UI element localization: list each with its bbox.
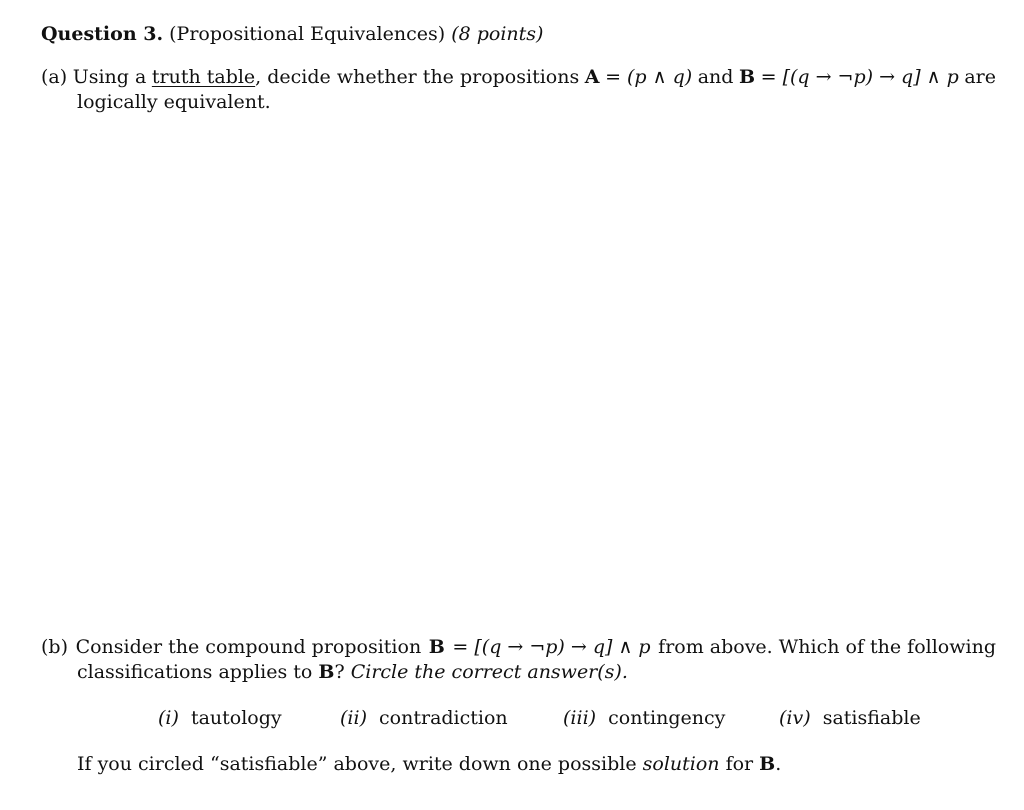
choice-number: (iii) [563, 707, 597, 729]
followup-text-start: If you circled “satisfiable” above, write down one possible [77, 753, 637, 775]
part-a-line-1 [41, 65, 996, 89]
choice-label: contradiction [379, 707, 508, 729]
choice-tautology[interactable] [158, 706, 282, 730]
question-topic: (Propositional Equivalences) [169, 23, 446, 45]
part-a-marker: (a) [41, 66, 68, 88]
prop-b-name: B [739, 66, 756, 88]
choice-contradiction[interactable] [340, 706, 508, 730]
part-b-line-2-start: classifications applies to [77, 661, 313, 683]
choice-label: satisfiable [822, 707, 921, 729]
part-b-line-1 [41, 635, 996, 659]
part-b-text-start: Consider the compound proposition [75, 636, 422, 658]
part-b-line-2-b: B [318, 661, 335, 683]
prop-a-name: A [584, 66, 600, 88]
truth-table-link-text: truth table [151, 66, 256, 88]
part-a-text-start: Using a [72, 66, 147, 88]
part-a-line-2: logically equivalent. [77, 91, 271, 113]
and-word: and [697, 66, 734, 88]
part-b-text-end: from above. Which of the following [658, 636, 996, 658]
question-header [41, 22, 543, 46]
followup-for-word: for [725, 753, 754, 775]
choice-satisfiable[interactable] [779, 706, 921, 730]
part-b-prop-b-expression: = [(q → ¬p) → q] ∧ p [452, 636, 651, 658]
part-b-line-2 [77, 660, 628, 684]
followup-b: B [759, 753, 776, 775]
satisfiable-followup [77, 752, 781, 776]
choice-contingency[interactable] [563, 706, 725, 730]
followup-period: . [775, 753, 782, 775]
question-points: (8 points) [451, 23, 544, 45]
part-a-truth-table-link[interactable] [152, 65, 579, 89]
choice-number: (iv) [779, 707, 811, 729]
question-label: Question 3. [41, 23, 164, 45]
prop-a-expression: = (p ∧ q) [605, 66, 693, 88]
choice-label: contingency [608, 707, 726, 729]
followup-solution-word: solution [642, 753, 720, 775]
choice-number: (i) [158, 707, 179, 729]
prop-b-expression: = [(q → ¬p) → q] ∧ p [760, 66, 959, 88]
part-b-marker: (b) [41, 636, 68, 658]
part-a-text-mid: , decide whether the propositions [255, 66, 580, 88]
part-b-prop-b-name: B [428, 636, 445, 658]
are-word: are [964, 66, 996, 88]
part-b-line-2-question-mark: ? [334, 661, 345, 683]
choice-number: (ii) [340, 707, 367, 729]
part-b-instruction: Circle the correct answer(s). [350, 661, 628, 683]
choice-label: tautology [190, 707, 282, 729]
